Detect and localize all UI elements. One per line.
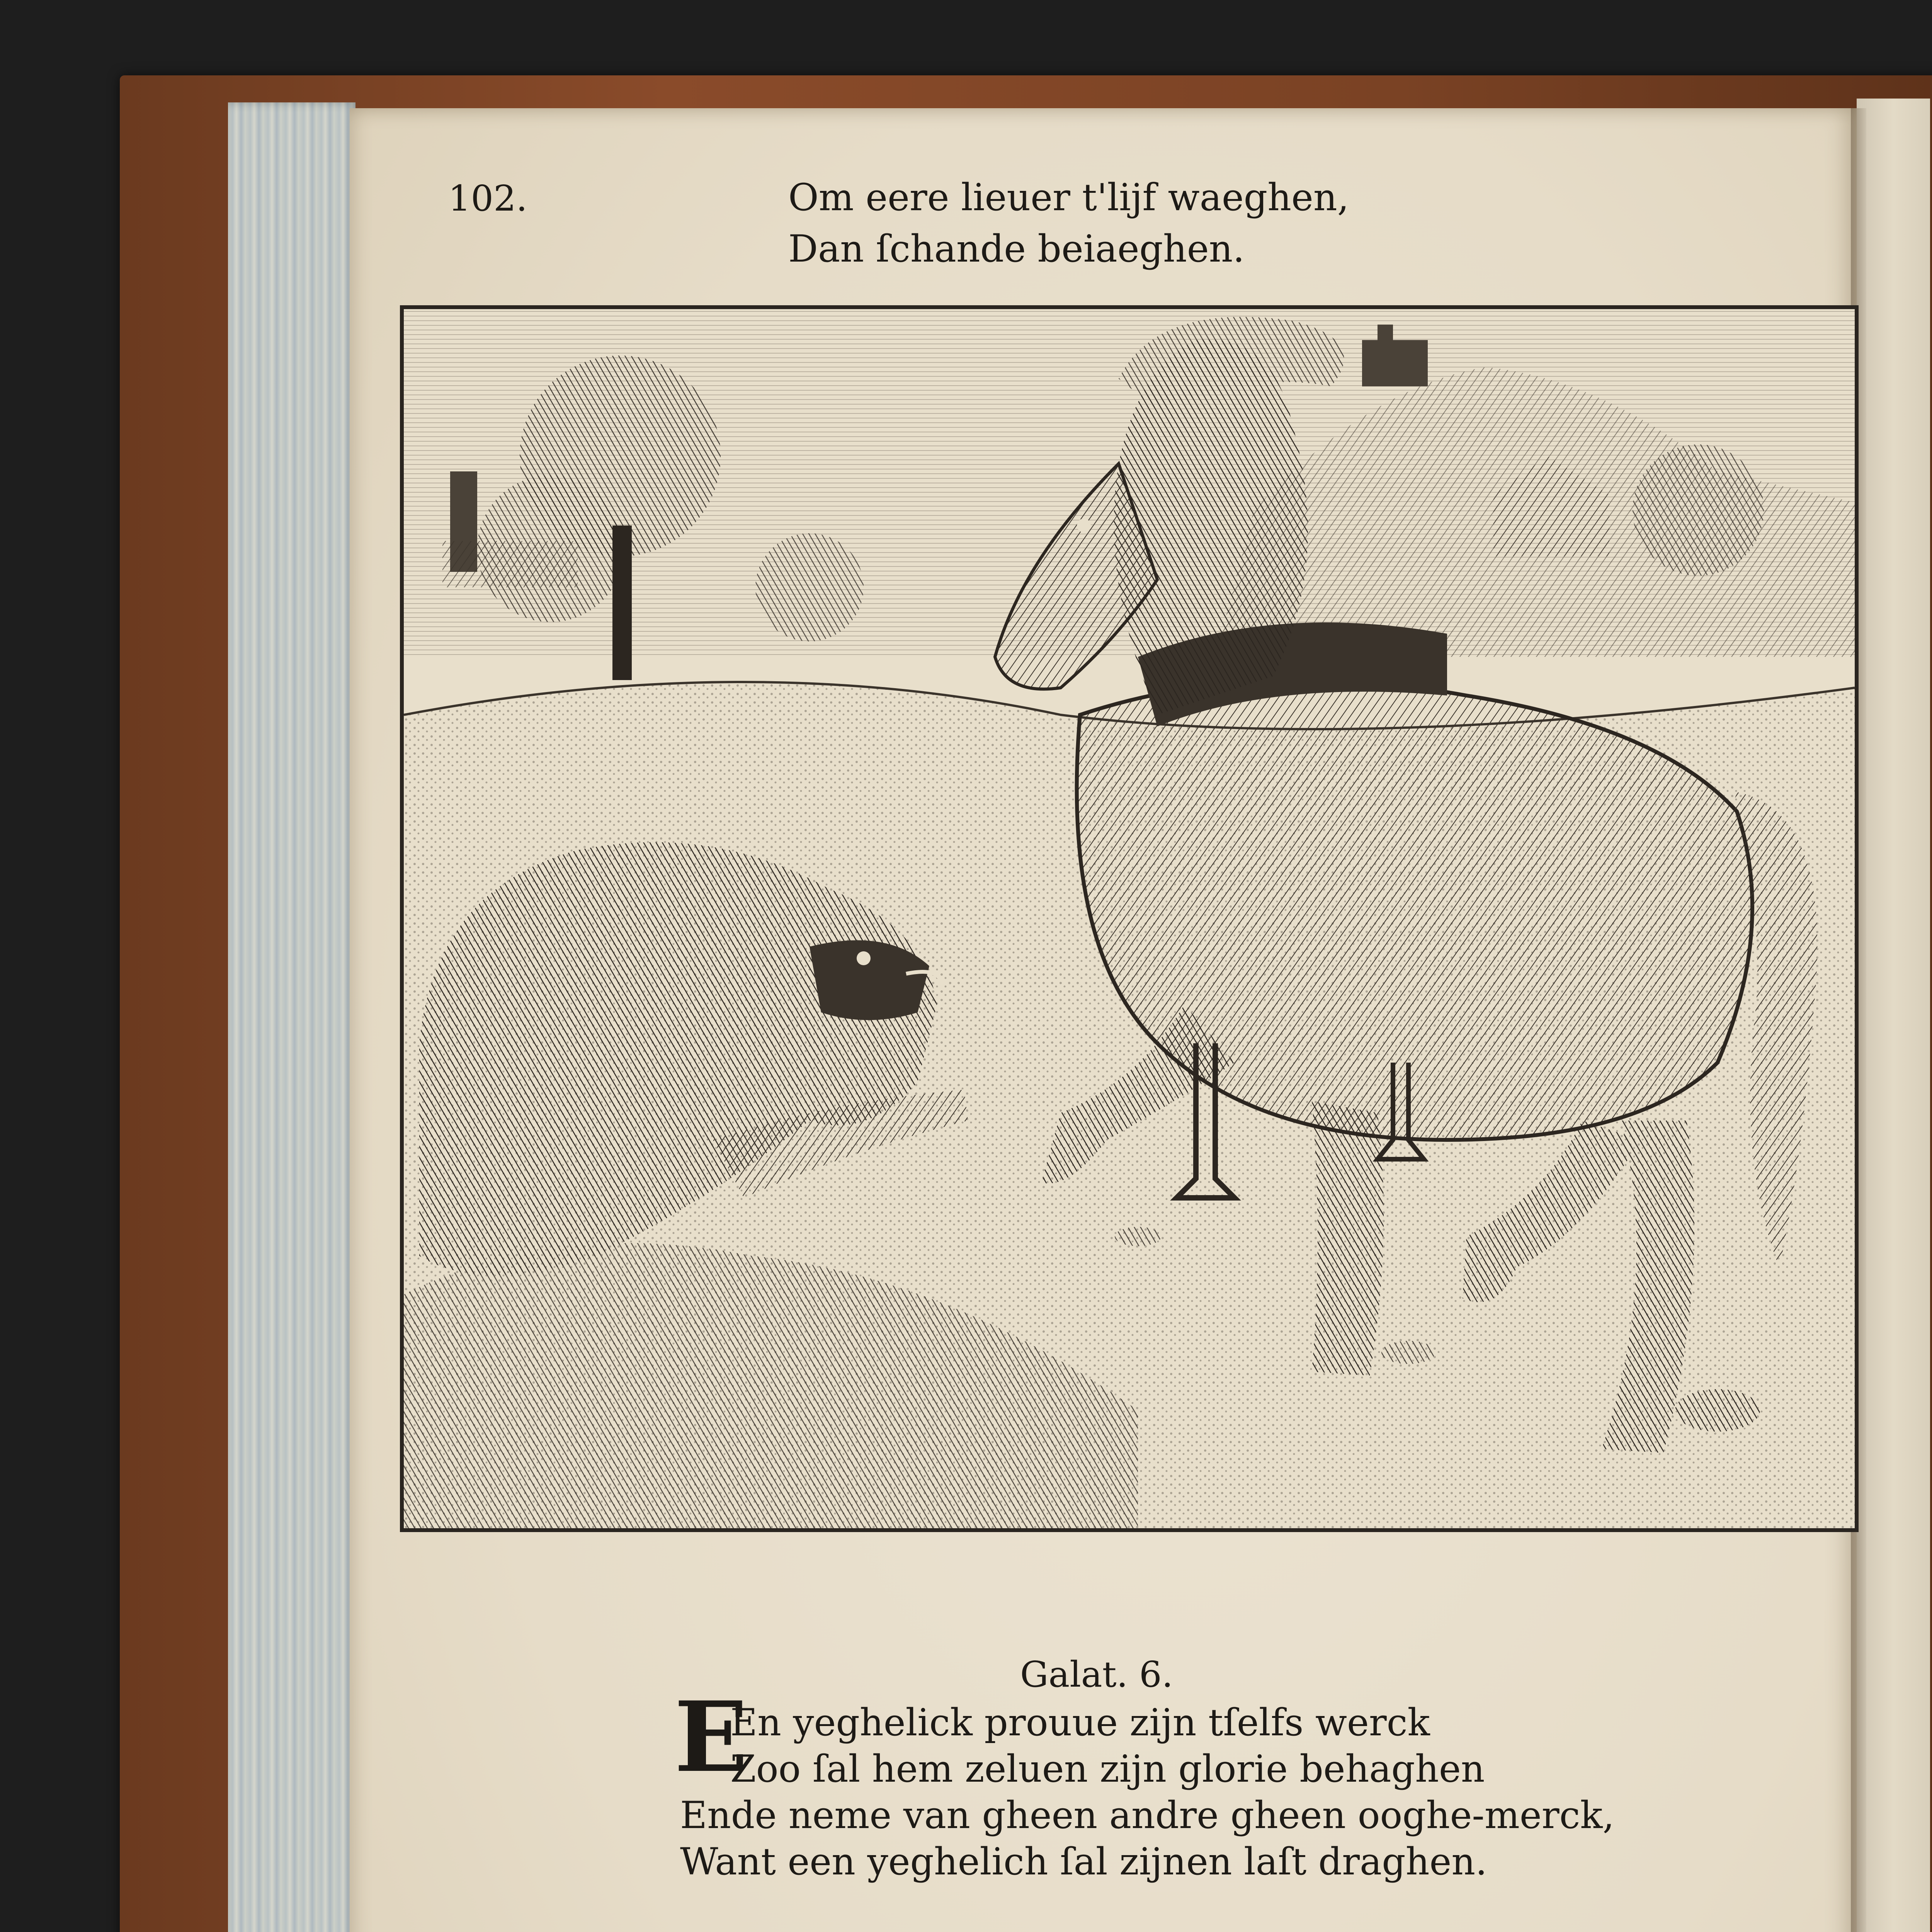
- stanza1-line-4: Want een yeghelich ſal zijnen laſt draghen.: [680, 1840, 1487, 1883]
- title-line-1: Om eere lieuer t'lijf waeghen,: [788, 176, 1349, 219]
- stanza1-dropcap: E: [674, 1680, 748, 1794]
- page-number: 102.: [448, 178, 527, 219]
- engraving-illustration: [400, 305, 1859, 1532]
- facing-page-edge: [1857, 99, 1930, 1932]
- stanza1-line-2: Zoo ſal hem zeluen zijn glorie behaghen: [730, 1747, 1485, 1791]
- title-line-2: Dan ſchande beiaeghen.: [788, 227, 1245, 270]
- stanza1-line-1: En yeghelick prouue zijn tſelfs werck: [730, 1701, 1430, 1744]
- stanza1-line-3: Ende neme van gheen andre gheen ooghe-merck,: [680, 1794, 1615, 1837]
- stanza1-reference: Galat. 6.: [1020, 1654, 1173, 1695]
- horse-and-boar-engraving: [404, 309, 1855, 1528]
- page-edges: [228, 102, 355, 1932]
